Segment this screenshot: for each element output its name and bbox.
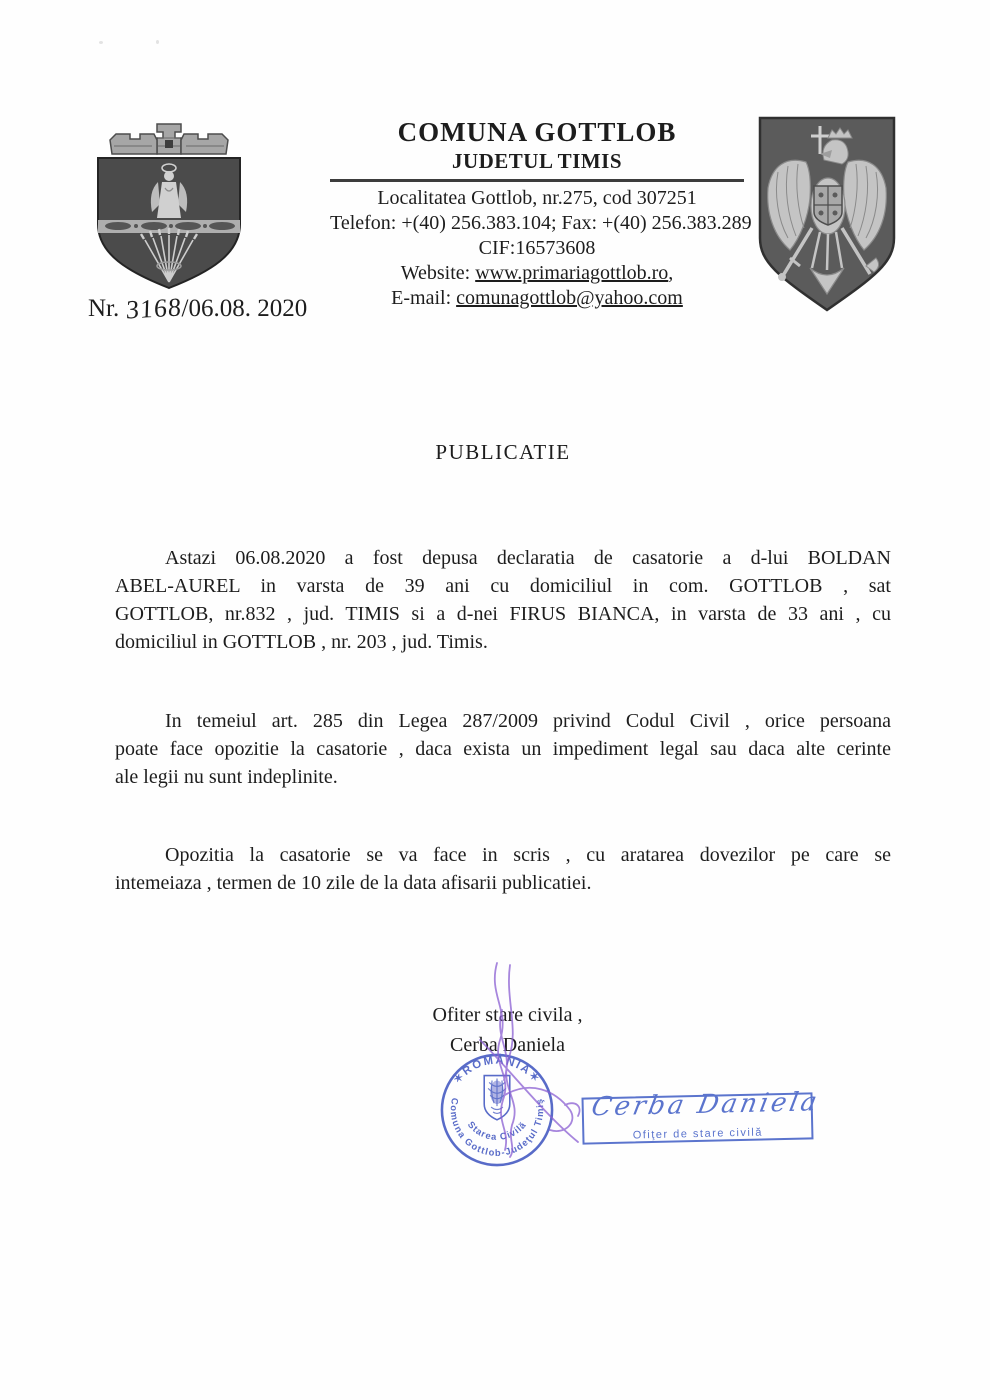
gottlob-coat-of-arms-graphic (88, 116, 250, 292)
registration-number (88, 293, 307, 323)
pen-signature-graphic (430, 950, 640, 1205)
email-address: comunagottlob@yahoo.com (456, 287, 683, 309)
romania-coat-of-arms-graphic (748, 110, 906, 320)
nr-label: Nr. (88, 295, 120, 322)
county-subtitle: JUDETUL TIMIS (451, 149, 623, 173)
signer-name: Cerba Daniela (450, 1034, 565, 1056)
paragraph-declaration (115, 544, 891, 656)
text-line: GOTTLOB, nr.832 , jud. TIMIS si a d-nei FIRUS BIANCA, in varsta de 33 ani , cu (115, 603, 891, 625)
website-url: www.primariagottlob.ro (475, 262, 669, 284)
document-title: PUBLICATIE (435, 440, 571, 464)
letterhead (330, 116, 752, 311)
scan-speck (156, 40, 159, 44)
pen-signature (430, 950, 640, 1205)
text-line: In temeiul art. 285 din Legea 287/2009 privind Codul Civil , orice persoana (165, 710, 891, 732)
paragraph-legal-basis (115, 707, 891, 791)
paragraph-opposition (115, 841, 891, 897)
handwritten-number: 3168 (125, 292, 182, 325)
stamp-inner-text: Starea Civilă (465, 1119, 529, 1143)
text-line: Opozitia la casatorie se va face in scris , cu aratarea dovezilor pe care se (165, 844, 891, 866)
cif-line: CIF:16573608 (478, 237, 596, 259)
phone-fax-line: Telefon: +(40) 256.383.104; Fax: +(40) 256.383.289 (330, 212, 752, 234)
stamp-ring-text: Comuna Gottlob-Judeţul Timiş (448, 1097, 546, 1158)
website-suffix: , (668, 262, 674, 284)
text-line: Astazi 06.08.2020 a fost depusa declaratia de casatorie a d-lui BOLDAN (165, 547, 891, 569)
gottlob-coat-of-arms (88, 116, 250, 292)
address-line: Localitatea Gottlob, nr.275, cod 307251 (377, 187, 697, 209)
stamp-signature-role: Ofiţer de stare civilă (632, 1126, 764, 1142)
commune-title: COMUNA GOTTLOB (397, 117, 677, 147)
text-line: ABEL-AUREL in varsta de 39 ani cu domiciliul in com. GOTTLOB , sat (115, 575, 891, 597)
email-line (330, 286, 744, 311)
website-label: Website: (400, 262, 476, 284)
scan-speck (99, 41, 103, 44)
chest-shield (814, 186, 842, 225)
nr-date: /06.08. 2020 (181, 295, 308, 322)
website-line (330, 261, 744, 286)
text-line: domiciliul in GOTTLOB , nr. 203 , jud. Timis. (115, 631, 488, 653)
email-label: E-mail: (391, 287, 457, 309)
text-line: poate face opozitie la casatorie , daca exista un impediment legal sau daca alte cerinte (115, 738, 891, 760)
header-divider (330, 179, 744, 182)
signer-role: Ofiter stare civila , (432, 1004, 583, 1026)
stamp-signature-name: Cerba Daniela (588, 1087, 823, 1123)
stamp-country-text: ✶ROMÂNIA✶ (451, 1054, 543, 1087)
text-line: ale legii nu sunt indeplinite. (115, 766, 338, 788)
romania-coat-of-arms (748, 110, 906, 320)
text-line: intemeiaza , termen de 10 zile de la data afisarii publicatiei. (115, 872, 592, 894)
